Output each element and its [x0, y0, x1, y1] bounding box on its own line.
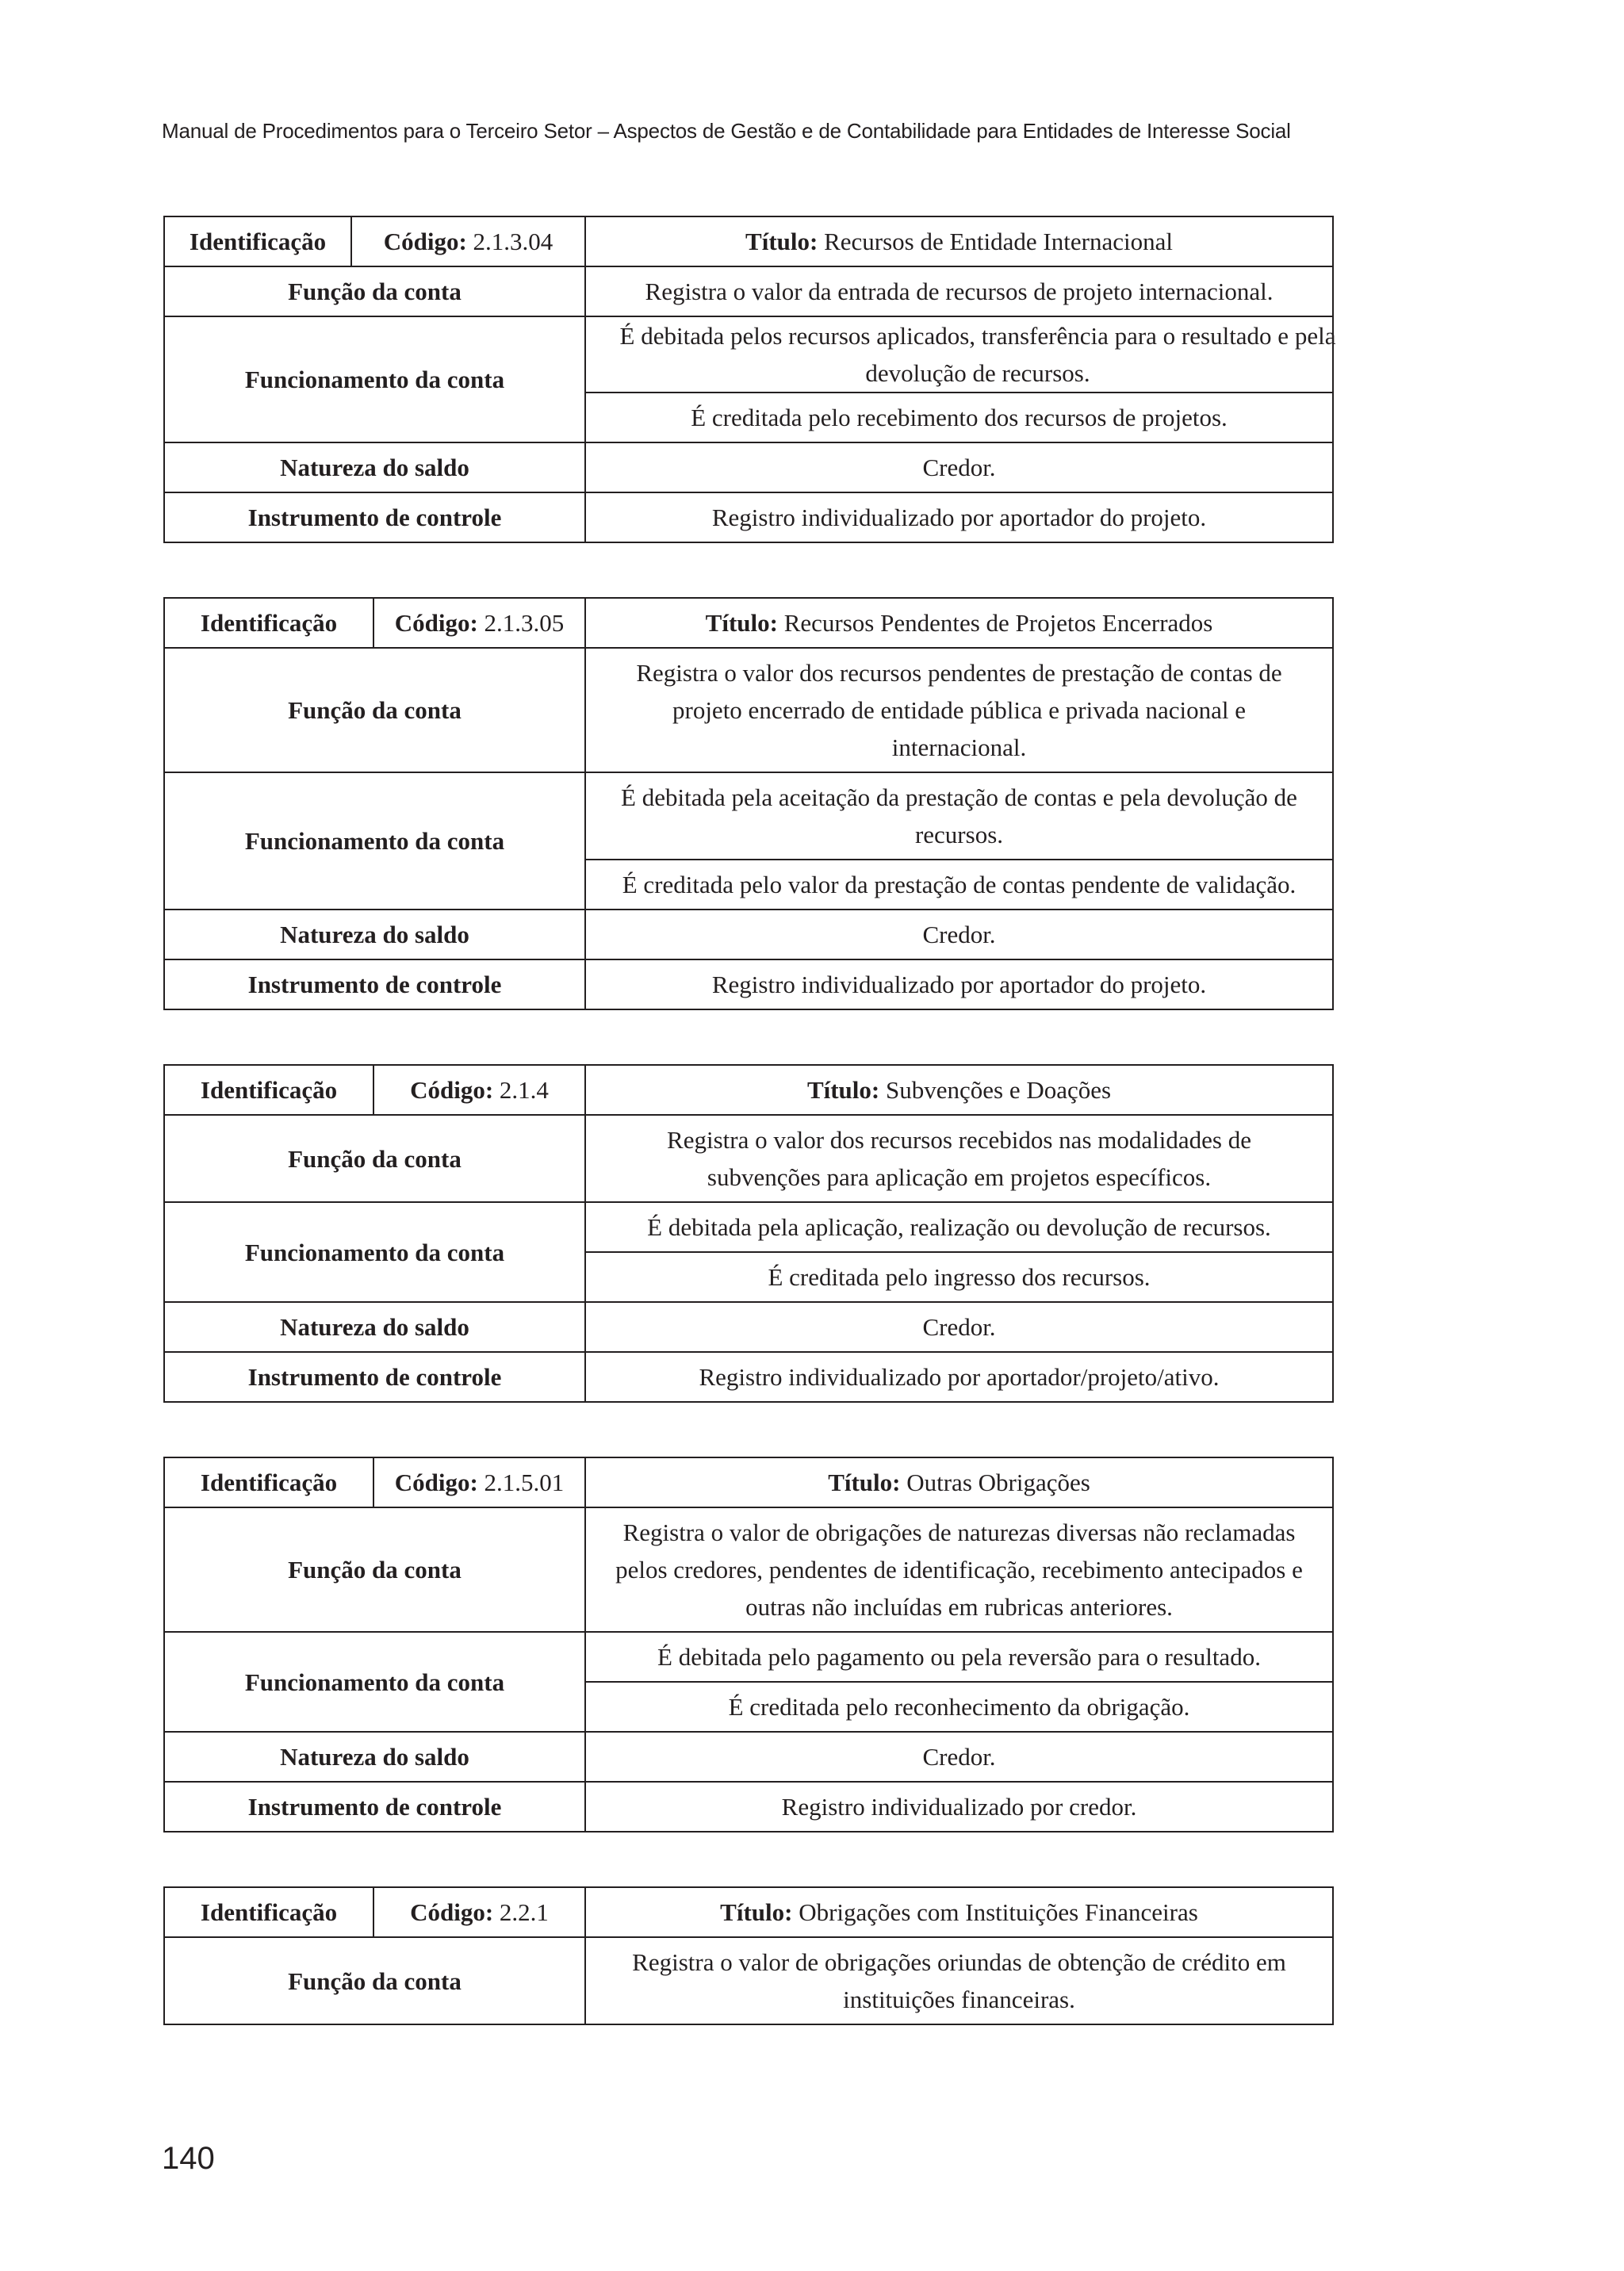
titulo-cell [585, 1065, 1333, 1115]
funcionamento-debito-row [164, 1632, 1333, 1682]
natureza-row [164, 1302, 1333, 1352]
codigo-cell [373, 598, 585, 648]
natureza-row [164, 442, 1333, 492]
titulo-value: Recursos Pendentes de Projetos Encerrados [783, 609, 1213, 637]
funcao-value: Registra o valor de obrigações de naturezas diversas não reclamadas pelos credores, pendentes de identificação, recebimento antecipados e outras não incluídas em rubricas anteriores. [585, 1507, 1333, 1632]
codigo-cell [373, 1065, 585, 1115]
identification-row [164, 1457, 1333, 1507]
funcao-row [164, 1937, 1333, 2024]
identificacao-label: Identificação [164, 1065, 373, 1115]
identification-row [164, 1065, 1333, 1115]
titulo-label: Título: [705, 609, 778, 637]
credito-value: É creditada pelo ingresso dos recursos. [585, 1252, 1333, 1302]
funcao-row [164, 266, 1333, 316]
funcao-value: Registra o valor dos recursos pendentes de prestação de contas de projeto encerrado de entidade pública e privada nacional e internacional. [585, 648, 1333, 772]
natureza-label: Natureza do saldo [164, 910, 585, 959]
identificacao-label: Identificação [164, 1457, 373, 1507]
credito-value: É creditada pelo valor da prestação de contas pendente de validação. [585, 860, 1333, 910]
natureza-value: Credor. [585, 910, 1333, 959]
identification-row [164, 598, 1333, 648]
instrumento-label: Instrumento de controle [164, 959, 585, 1009]
page-number: 140 [162, 2141, 215, 2176]
debito-value: É debitada pelo pagamento ou pela reversão para o resultado. [585, 1632, 1333, 1682]
codigo-value: 2.1.5.01 [484, 1469, 565, 1496]
codigo-value: 2.1.4 [499, 1076, 549, 1104]
titulo-cell [585, 598, 1333, 648]
codigo-label: Código: [394, 609, 478, 637]
codigo-label: Código: [410, 1898, 494, 1926]
funcao-label: Função da conta [164, 1937, 585, 2024]
codigo-label: Código: [383, 228, 467, 255]
account-table [163, 597, 1334, 1010]
running-header-title: Manual de Procedimentos para o Terceiro Setor [162, 119, 592, 143]
funcao-row [164, 1507, 1333, 1632]
funcao-row [164, 1115, 1333, 1202]
instrumento-row [164, 1782, 1333, 1832]
codigo-value: 2.1.3.05 [484, 609, 565, 637]
titulo-cell [585, 216, 1333, 266]
natureza-label: Natureza do saldo [164, 1302, 585, 1352]
codigo-label: Código: [410, 1076, 494, 1104]
codigo-value: 2.1.3.04 [473, 228, 553, 255]
account-tables [163, 216, 1334, 2079]
titulo-label: Título: [806, 1076, 880, 1104]
identificacao-label: Identificação [164, 1887, 373, 1937]
account-table [163, 1886, 1334, 2025]
debito-value: É debitada pela aceitação da prestação de contas e pela devolução de recursos. [585, 772, 1333, 860]
codigo-value: 2.2.1 [499, 1898, 549, 1926]
instrumento-value: Registro individualizado por aportador do projeto. [585, 959, 1333, 1009]
instrumento-value: Registro individualizado por credor. [585, 1782, 1333, 1832]
funcao-label: Função da conta [164, 266, 585, 316]
natureza-value: Credor. [585, 1302, 1333, 1352]
funcao-row [164, 648, 1333, 772]
titulo-label: Título: [720, 1898, 793, 1926]
titulo-label: Título: [745, 228, 818, 255]
credito-value: É creditada pelo recebimento dos recursos de projetos. [585, 393, 1333, 442]
running-header-subtitle: – Aspectos de Gestão e de Contabilidade para Entidades de Interesse Social [592, 119, 1291, 143]
codigo-label: Código: [394, 1469, 478, 1496]
titulo-value: Outras Obrigações [906, 1469, 1090, 1496]
running-header [162, 119, 1478, 144]
natureza-label: Natureza do saldo [164, 1732, 585, 1782]
titulo-value: Recursos de Entidade Internacional [824, 228, 1173, 255]
titulo-cell [585, 1887, 1333, 1937]
debito-value: É debitada pelos recursos aplicados, transferência para o resultado e pela devolução de recursos. [585, 316, 1333, 393]
funcao-value: Registra o valor de obrigações oriundas de obtenção de crédito em instituições financeiras. [585, 1937, 1333, 2024]
instrumento-value: Registro individualizado por aportador/projeto/ativo. [585, 1352, 1333, 1402]
instrumento-label: Instrumento de controle [164, 1352, 585, 1402]
funcionamento-debito-row [164, 1202, 1333, 1252]
debito-value: É debitada pela aplicação, realização ou devolução de recursos. [585, 1202, 1333, 1252]
funcionamento-debito-row [164, 316, 1333, 393]
instrumento-row [164, 959, 1333, 1009]
account-table [163, 1457, 1334, 1833]
codigo-cell [351, 216, 585, 266]
titulo-label: Título: [828, 1469, 901, 1496]
instrumento-value: Registro individualizado por aportador do projeto. [585, 492, 1333, 542]
account-table [163, 216, 1334, 543]
instrumento-row [164, 1352, 1333, 1402]
funcionamento-label: Funcionamento da conta [164, 772, 585, 910]
natureza-value: Credor. [585, 1732, 1333, 1782]
funcao-value: Registra o valor da entrada de recursos de projeto internacional. [585, 266, 1333, 316]
funcionamento-label: Funcionamento da conta [164, 1632, 585, 1732]
natureza-value: Credor. [585, 442, 1333, 492]
natureza-row [164, 1732, 1333, 1782]
instrumento-label: Instrumento de controle [164, 1782, 585, 1832]
identification-row [164, 1887, 1333, 1937]
funcao-label: Função da conta [164, 1507, 585, 1632]
instrumento-row [164, 492, 1333, 542]
codigo-cell [373, 1457, 585, 1507]
titulo-value: Obrigações com Instituições Financeiras [799, 1898, 1198, 1926]
funcao-label: Função da conta [164, 648, 585, 772]
codigo-cell [373, 1887, 585, 1937]
identificacao-label: Identificação [164, 216, 351, 266]
natureza-label: Natureza do saldo [164, 442, 585, 492]
funcionamento-debito-row [164, 772, 1333, 860]
funcionamento-label: Funcionamento da conta [164, 1202, 585, 1302]
identification-row [164, 216, 1333, 266]
funcao-value: Registra o valor dos recursos recebidos nas modalidades de subvenções para aplicação em projetos específicos. [585, 1115, 1333, 1202]
instrumento-label: Instrumento de controle [164, 492, 585, 542]
funcionamento-label: Funcionamento da conta [164, 316, 585, 442]
account-table [163, 1064, 1334, 1403]
credito-value: É creditada pelo reconhecimento da obrigação. [585, 1682, 1333, 1732]
titulo-cell [585, 1457, 1333, 1507]
funcao-label: Função da conta [164, 1115, 585, 1202]
natureza-row [164, 910, 1333, 959]
identificacao-label: Identificação [164, 598, 373, 648]
titulo-value: Subvenções e Doações [885, 1076, 1112, 1104]
